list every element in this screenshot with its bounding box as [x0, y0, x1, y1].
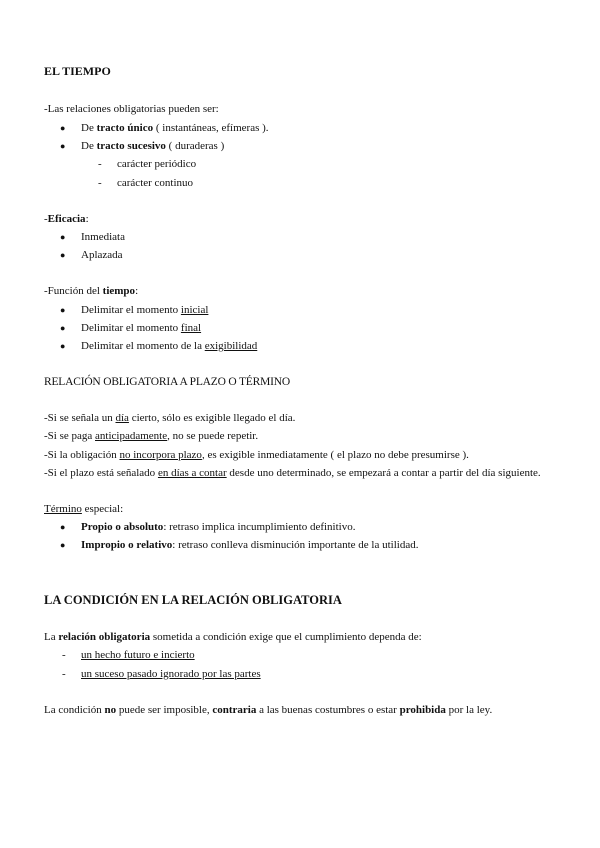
list-item-aplazada: ● Aplazada — [81, 248, 123, 262]
plazo-line-3: -Si la obligación no incorpora plazo, es exigible inmediatamente ( el plazo no debe presumirse ). — [44, 449, 469, 461]
list-item-inicial: ● Delimitar el momento inicial — [81, 303, 208, 317]
condicion-intro: La relación obligatoria sometida a condición exige que el cumplimiento dependa de: — [44, 631, 422, 643]
section-title-condicion: LA CONDICIÓN EN LA RELACIÓN OBLIGATORIA — [44, 593, 342, 607]
list-item-final: ● Delimitar el momento final — [81, 321, 201, 335]
plazo-line-2: -Si se paga anticipadamente, no se puede repetir. — [44, 430, 259, 442]
condicion-rule: La condición no puede ser imposible, contraria a las buenas costumbres o estar prohibida por la ley. — [44, 704, 493, 716]
termino-heading: Término especial: — [44, 503, 124, 515]
plazo-line-4: -Si el plazo está señalado en días a contar desde uno determinado, se empezará a contar a partir del día siguiente. — [44, 467, 541, 479]
list-item-tracto-unico: ● De tracto único ( instantáneas, efímeras ). — [81, 121, 269, 135]
list-item-tracto-sucesivo: ● De tracto sucesivo ( duraderas ) — [81, 139, 224, 153]
funcion-heading: -Función del tiempo: — [44, 285, 139, 297]
eficacia-heading: -Eficacia: — [44, 213, 89, 225]
list-item-impropio: ● Impropio o relativo: retraso conlleva disminución importante de la utilidad. — [81, 538, 418, 552]
list-item-exigibilidad: ● Delimitar el momento de la exigibilidad — [81, 339, 257, 353]
dash-item-hecho-futuro: - un hecho futuro e incierto — [81, 648, 195, 662]
plazo-line-1: -Si se señala un día cierto, sólo es exigible llegado el día. — [44, 412, 296, 424]
sub-item-periodico: - carácter periódico — [117, 157, 196, 171]
list-item-inmediata: ● Inmediata — [81, 230, 125, 244]
intro-line: -Las relaciones obligatorias pueden ser: — [44, 103, 219, 115]
list-item-propio: ● Propio o absoluto: retraso implica incumplimiento definitivo. — [81, 520, 355, 534]
section-title-tiempo: EL TIEMPO — [44, 64, 111, 78]
section-title-plazo: RELACIÓN OBLIGATORIA A PLAZO O TÉRMINO — [44, 376, 290, 388]
dash-item-suceso-pasado: - un suceso pasado ignorado por las partes — [81, 667, 261, 681]
sub-item-continuo: - carácter continuo — [117, 176, 193, 190]
